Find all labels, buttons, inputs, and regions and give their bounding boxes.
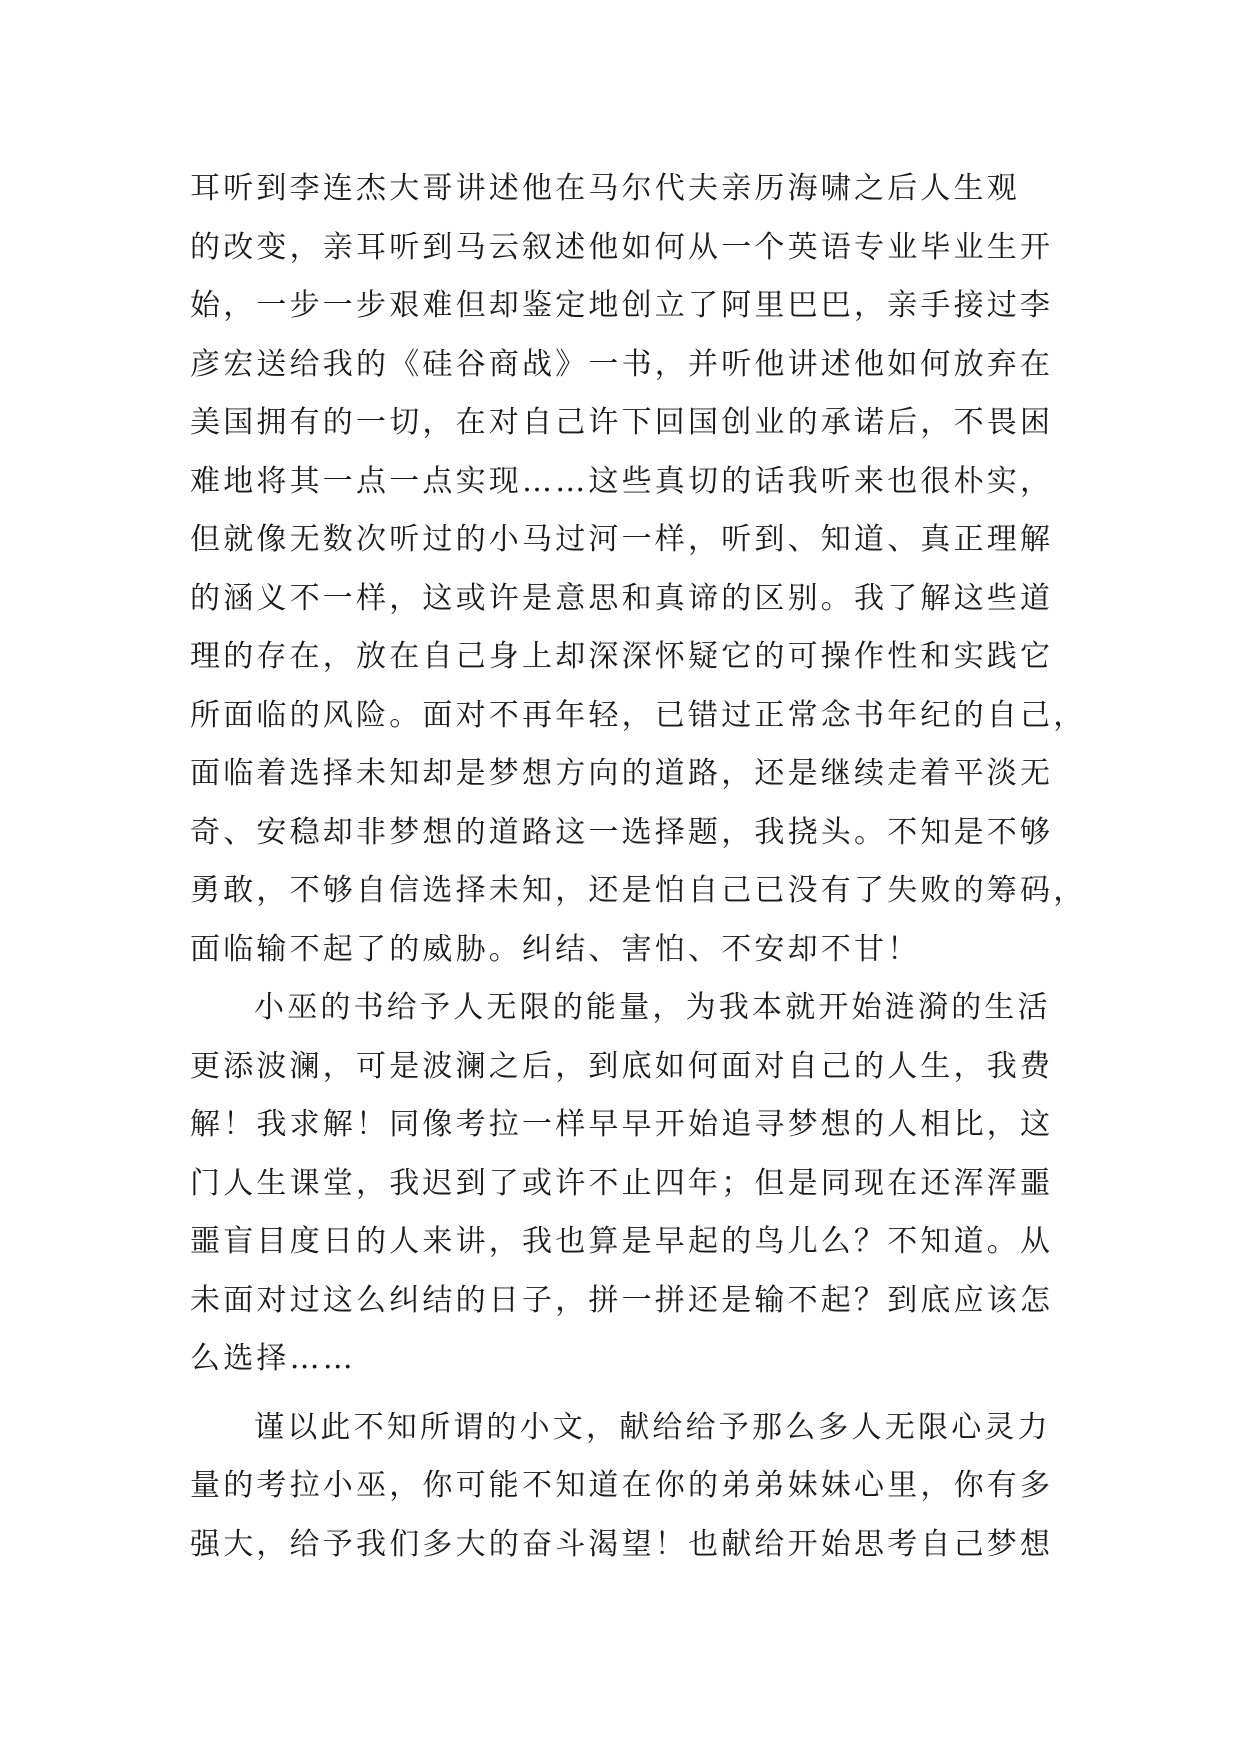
text-line: 噩盲目度日的人来讲，我也算是早起的鸟儿么？不知道。从 [190, 1224, 1054, 1259]
text-line: 勇敢，不够自信选择未知，还是怕自己已没有了失败的筹码， [190, 873, 1087, 908]
text-line: 强大，给予我们多大的奋斗渴望！也献给开始思考自己梦想 [190, 1526, 1054, 1562]
paragraph-1 [190, 160, 1087, 979]
text-line: 理的存在，放在自己身上却深深怀疑它的可操作性和实践它 [190, 639, 1054, 674]
text-line: 么选择…… [190, 1341, 356, 1376]
paragraph-2 [190, 979, 1062, 1389]
text-line: 更添波澜，可是波澜之后，到底如何面对自己的人生，我费 [190, 1048, 1054, 1084]
paragraph-3 [190, 1399, 1062, 1575]
text-line: 解！我求解！同像考拉一样早早开始追寻梦想的人相比，这 [190, 1107, 1054, 1142]
text-line: 面临输不起了的威胁。纠结、害怕、不安却不甘！ [190, 931, 921, 967]
text-line: 彦宏送给我的《硅谷商战》一书，并听他讲述他如何放弃在 [190, 346, 1054, 382]
document-body [190, 160, 1087, 1574]
text-line: 的涵义不一样，这或许是意思和真谛的区别。我了解这些道 [190, 580, 1054, 616]
text-line: 的改变，亲耳听到马云叙述他如何从一个英语专业毕业生开 [190, 229, 1054, 265]
text-line: 奇、安稳却非梦想的道路这一选择题，我挠头。不知是不够 [190, 814, 1054, 850]
text-line: 耳听到李连杰大哥讲述他在马尔代夫亲历海啸之后人生观 [190, 171, 1020, 206]
text-line: 难地将其一点一点实现……这些真切的话我听来也很朴实， [190, 463, 1054, 499]
paragraph-spacer [190, 1389, 1062, 1399]
text-line: 美国拥有的一切，在对自己许下回国创业的承诺后，不畏困 [190, 405, 1054, 440]
text-line: 小巫的书给予人无限的能量，为我本就开始涟漪的生活 [254, 990, 1051, 1025]
text-line: 始，一步一步艰难但却鉴定地创立了阿里巴巴，亲手接过李 [190, 288, 1054, 323]
text-line: 未面对过这么纠结的日子，拼一拼还是输不起？到底应该怎 [190, 1282, 1054, 1318]
text-line: 门人生课堂，我迟到了或许不止四年；但是同现在还浑浑噩 [190, 1165, 1054, 1201]
text-line: 面临着选择未知却是梦想方向的道路，还是继续走着平淡无 [190, 756, 1054, 791]
text-line: 谨以此不知所谓的小文，献给给予那么多人无限心灵力 [254, 1409, 1051, 1445]
text-line: 所面临的风险。面对不再年轻，已错过正常念书年纪的自己， [190, 697, 1087, 733]
text-line: 但就像无数次听过的小马过河一样，听到、知道、真正理解 [190, 522, 1054, 557]
text-line: 量的考拉小巫，你可能不知道在你的弟弟妹妹心里，你有多 [190, 1468, 1054, 1503]
